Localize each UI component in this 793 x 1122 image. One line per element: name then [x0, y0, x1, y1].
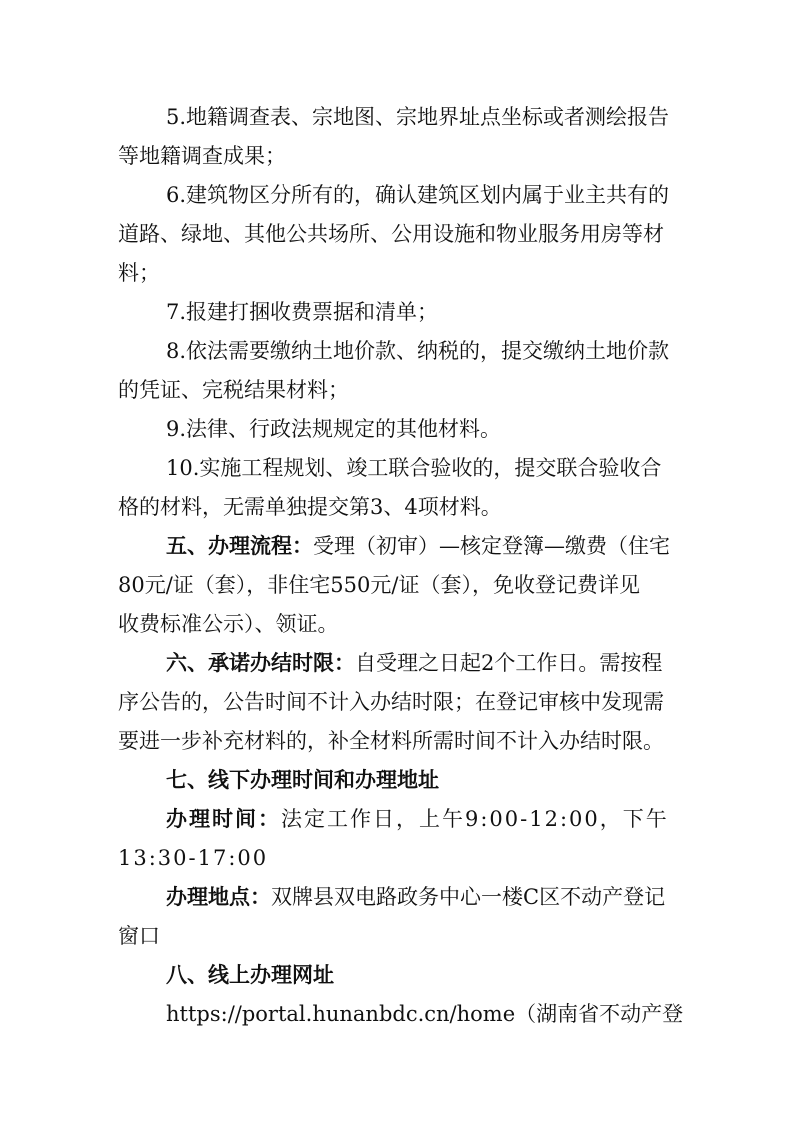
office-address-line-2: 窗口	[118, 924, 160, 948]
section-6-text-1: 自受理之日起2个工作日。需按程	[355, 651, 663, 675]
section-6-label: 六、承诺办结时限：	[166, 651, 355, 675]
item-10-line-2: 格的材料，无需单独提交第3、4项材料。	[118, 495, 502, 519]
office-hours-line-2: 13:30-17:00	[118, 846, 269, 870]
section-5-text-1: 受理（初审）—核定登簿—缴费（住宅	[313, 534, 670, 558]
item-10-line-1: 10.实施工程规划、竣工联合验收的，提交联合验收合	[166, 456, 662, 480]
office-hours-line-1	[0, 805, 793, 833]
online-url-line: https://portal.hunanbdc.cn/home（湖南省不动产登	[166, 1002, 684, 1026]
section-6-line-1	[0, 649, 793, 677]
office-address-label: 办理地点：	[166, 885, 271, 909]
item-8-line-1: 8.依法需要缴纳土地价款、纳税的，提交缴纳土地价款	[166, 339, 670, 363]
section-6-line-3: 要进一步补充材料的，补全材料所需时间不计入办结时限。	[118, 729, 664, 753]
item-8-line-2: 的凭证、完税结果材料；	[118, 378, 349, 402]
section-8-heading: 八、线上办理网址	[166, 963, 334, 987]
section-7-heading: 七、线下办理时间和办理地址	[166, 768, 439, 792]
office-address-line-1	[0, 883, 793, 911]
item-6-line-1: 6.建筑物区分所有的，确认建筑区划内属于业主共有的	[166, 183, 670, 207]
item-5-line-2: 等地籍调查成果；	[118, 144, 286, 168]
office-hours-text-1: 法定工作日，上午9:00-12:00，下午	[281, 807, 669, 831]
section-5-label: 五、办理流程：	[166, 534, 313, 558]
item-9: 9.法律、行政法规规定的其他材料。	[166, 417, 502, 441]
item-5-line-1: 5.地籍调查表、宗地图、宗地界址点坐标或者测绘报告	[166, 105, 670, 129]
section-6-line-2: 序公告的，公告时间不计入办结时限；在登记审核中发现需	[118, 690, 664, 714]
section-5-line-2: 80元/证（套），非住宅550元/证（套），免收登记费详见	[118, 573, 640, 597]
office-hours-label: 办理时间：	[166, 807, 281, 831]
item-6-line-2: 道路、绿地、其他公共场所、公用设施和物业服务用房等材	[118, 222, 664, 246]
section-5-line-3: 收费标准公示）、领证。	[118, 612, 339, 636]
office-address-text-1: 双牌县双电路政务中心一楼C区不动产登记	[271, 885, 666, 909]
item-7: 7.报建打捆收费票据和清单；	[166, 300, 439, 324]
item-6-line-3: 料；	[118, 261, 160, 285]
section-5-line-1	[0, 532, 793, 560]
